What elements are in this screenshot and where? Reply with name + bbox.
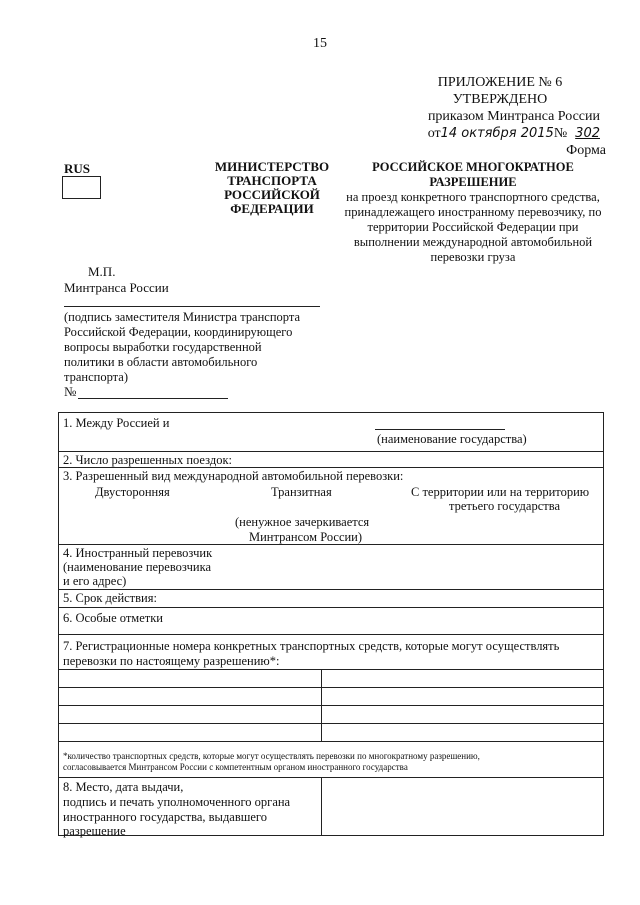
order-label: приказом Минтранса России	[427, 109, 600, 124]
field-4-label: 4. Иностранный перевозчик	[63, 546, 213, 560]
field-8-label: 8. Место, дата выдачи,	[63, 780, 184, 794]
field-3-option-third-country: С территории или на территорию	[411, 485, 590, 499]
field-8-divider	[321, 777, 322, 835]
footnote: *количество транспортных средств, которые могут осуществлять перевозки по многократному разрешению, согласовывается Минтрансом России с компетентным органом иностранного государства	[63, 751, 480, 772]
form-label: Форма	[566, 143, 606, 158]
signature-line	[64, 306, 320, 307]
field-3-option-bilateral: Двусторонняя	[95, 485, 170, 499]
permit-title: РОССИЙСКОЕ МНОГОКРАТНОЕ РАЗРЕШЕНИЕ на проезд конкретного транспортного средства, принадлежащего иностранному перевозчику, по территории Российской Федерации при выполнении международной автомобильной перевозки груза	[344, 160, 602, 264]
ministry-name: МИНИСТЕРСТВО ТРАНСПОРТА РОССИЙСКОЙ ФЕДЕРАЦИИ	[214, 159, 330, 216]
permit-form-table: 1. Между Россией и (наименование государства) 2. Число разрешенных поездок: 3. Разрешенный вид международной автомобильной перевозки: Двусторонняя Транзитная С территории или на территорию третьего государства (ненужное зачеркивается Минтрансом России) 4. Иностранный перевозчик (наименование перевозчика и его адрес) 5. Срок действия: 6. Особые отметки 7. Регистрационные номера конкретных транспортных средств, которые могут осуществлять перевозки по настоящему разрешению*: *количество транспортных средств, которые могут осуществлять перевозки по многократному разрешению, согласовывается Минтрансом России с компетентным органом иностранного государства 8. Место, дата выдачи, подпись и печать уполномоченного органа иностранного государства, выдавшего разрешение	[58, 412, 604, 836]
field-3-note: (ненужное зачеркивается	[235, 515, 370, 529]
order-date-line: от14 октября 2015№ 302	[427, 126, 600, 141]
vehicle-row	[59, 705, 603, 706]
field-7-label: 7. Регистрационные номера конкретных транспортных средств, которые могут осуществлять	[63, 639, 560, 653]
stamp-label: М.П.	[88, 264, 116, 279]
vehicle-column-divider	[321, 669, 322, 741]
appendix-title: ПРИЛОЖЕНИЕ № 6	[437, 75, 563, 90]
approved-label: УТВЕРЖДЕНО	[452, 92, 548, 107]
approval-block	[340, 74, 600, 142]
number-label: №	[64, 384, 77, 399]
country-code-box	[62, 176, 101, 199]
field-5-label: 5. Срок действия:	[63, 591, 157, 605]
handwritten-date: 14 октября 2015	[440, 126, 554, 141]
vehicle-row	[59, 687, 603, 688]
stamp-org: Минтранса России	[64, 280, 169, 295]
field-1-label: 1. Между Россией и	[63, 416, 170, 430]
field-1-hint: (наименование государства)	[377, 432, 527, 446]
field-2-label: 2. Число разрешенных поездок:	[63, 453, 232, 467]
signature-caption: (подпись заместителя Министра транспорта Российской Федерации, координирующего вопросы выработки государственной политики в области автомобильного транспорта)	[64, 310, 301, 384]
number-line	[78, 398, 228, 399]
page-number: 15	[313, 36, 327, 51]
field-3-label: 3. Разрешенный вид международной автомобильной перевозки:	[63, 469, 404, 483]
vehicle-row	[59, 723, 603, 724]
field-3-option-transit: Транзитная	[271, 485, 332, 499]
country-code: RUS	[64, 161, 91, 176]
field-1-line	[375, 429, 505, 430]
field-6-label: 6. Особые отметки	[63, 611, 163, 625]
handwritten-number: 302	[575, 126, 600, 141]
